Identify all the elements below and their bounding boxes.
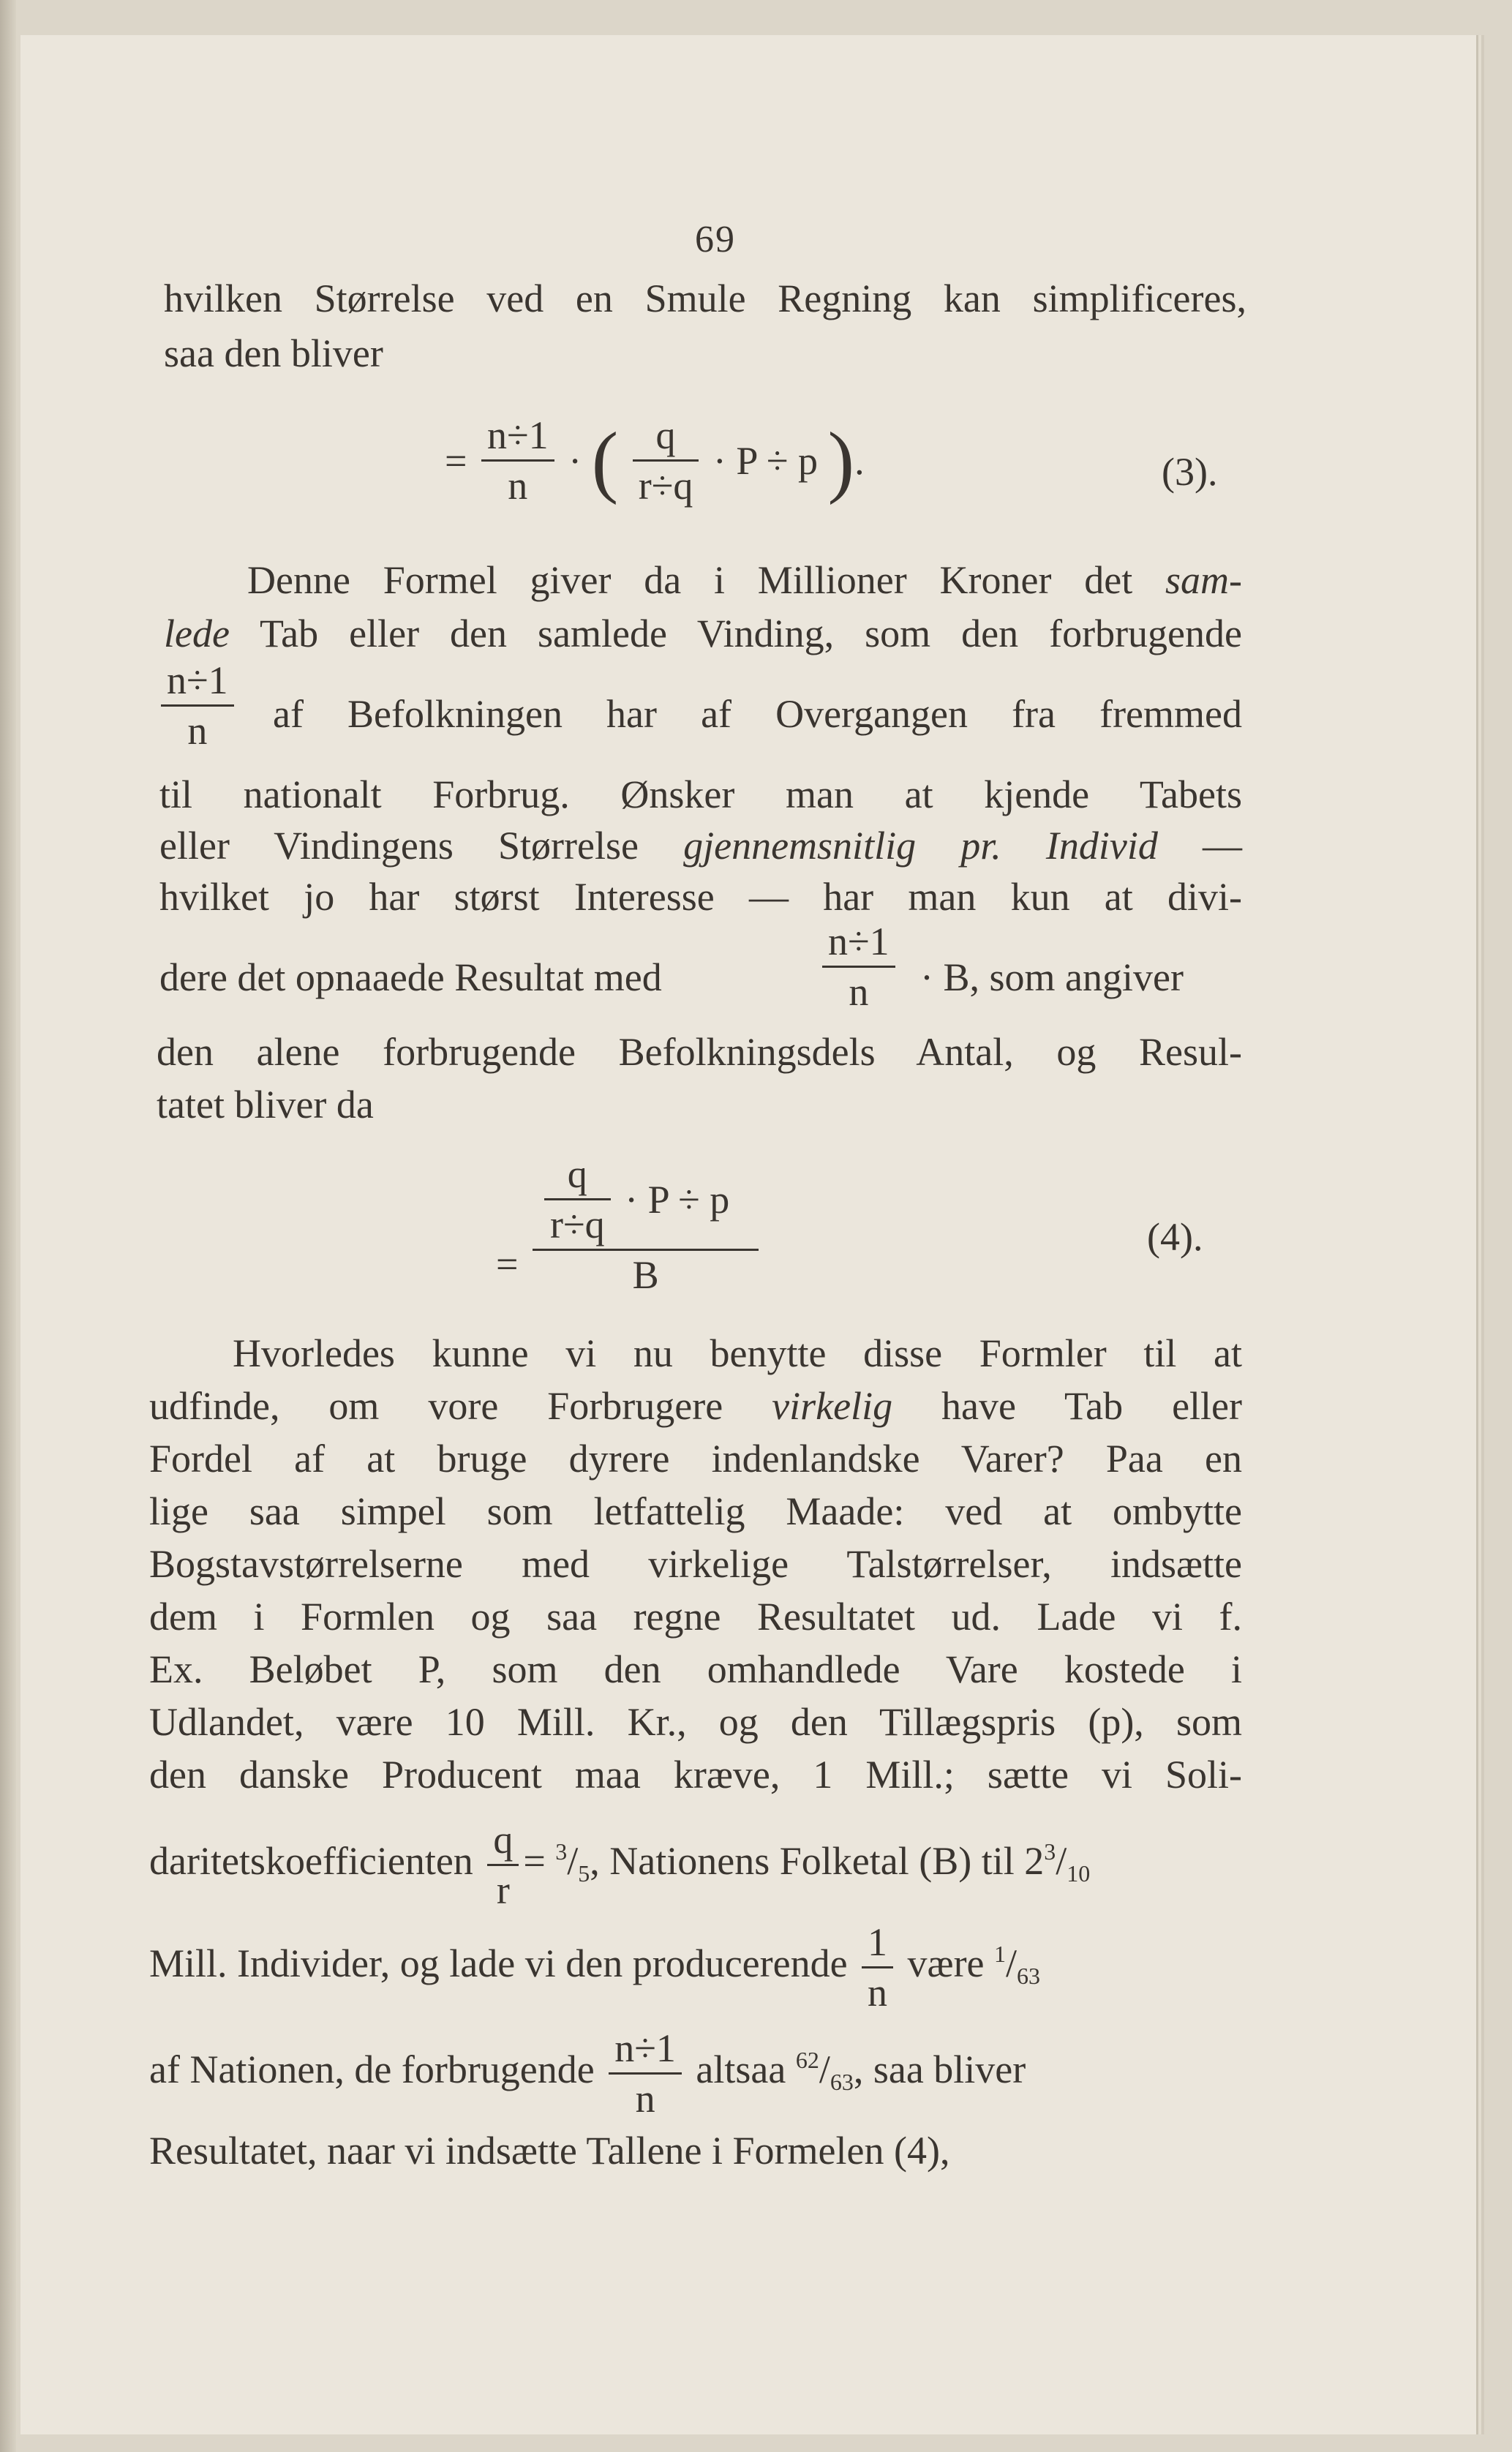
fraction: $\frac{q}{r\div q}$ · P ÷ p B <box>533 1154 759 1295</box>
text-line: hvilken Størrelse ved en Smule Regning kan simplificeres, <box>164 277 1246 320</box>
text-line: Bogstavstørrelserne med virkelige Talstørrelser, indsætte <box>149 1542 1242 1586</box>
text-line: Resultatet, naar vi indsætte Tallene i Formelen (4), <box>149 2129 950 2173</box>
fraction: $\frac{n\div 1}{n}$ <box>161 661 234 751</box>
text-line: af Befolkningen har af Overgangen fra fremmed <box>273 692 1242 736</box>
text-line: Fordel af at bruge dyrere indenlandske Varer? Paa en <box>149 1437 1242 1481</box>
text-line: lede Tab eller den samlede Vinding, som den forbrugende <box>164 612 1242 655</box>
text-line: Denne Formel giver da i Millioner Kroner det sam- <box>247 558 1243 602</box>
text-line: hvilket jo har størst Interesse — har man kun at divi- <box>159 875 1242 919</box>
text-line: saa den bliver <box>164 331 383 375</box>
fraction: $\frac{n\div 1}{n}$ <box>822 922 895 1012</box>
text-line: dere det opnaaede Resultat med <box>159 955 662 999</box>
text-line: Mill. Individer, og lade vi den producerende $\frac{1}{n}$ være $^1/_{63}$ <box>149 1920 1041 2015</box>
text-line: af Nationen, de forbrugende $\frac{n\div 1}{n}$ altsaa $^{62}/_{63}$, saa bliver <box>149 2026 1026 2121</box>
text-line: daritetskoefficienten $\frac{q}{r}$ = $^3/_5$, Nationens Folketal (B) til $2^3/_{10}$ <box>149 1818 1091 1912</box>
text-line: den danske Producent maa kræve, 1 Mill.; sætte vi Soli- <box>149 1753 1242 1797</box>
page-number: 69 <box>695 219 736 260</box>
text-line: udfinde, om vore Forbrugere virkelig have Tab eller <box>149 1384 1242 1428</box>
text-line: dem i Formlen og saa regne Resultatet ud. Lade vi f. <box>149 1595 1242 1639</box>
text-line: eller Vindingens Størrelse gjennemsnitlig pr. Individ — <box>159 824 1243 868</box>
text-line: den alene forbrugende Befolkningsdels Antal, og Resul- <box>157 1030 1242 1074</box>
equation-label-4: (4). <box>1147 1215 1203 1259</box>
text-line: Udlandet, være 10 Mill. Kr., og den Tillægspris (p), som <box>149 1700 1242 1744</box>
fraction: $\frac{q}{r}$ <box>487 1820 519 1910</box>
text-line <box>818 922 900 1012</box>
text-line: · B, som angiver <box>920 955 1184 999</box>
text-line: Ex. Beløbet P, som den omhandlede Vare kostede i <box>149 1647 1242 1691</box>
text-line: tatet bliver da <box>157 1083 374 1127</box>
text-line: lige saa simpel som letfattelig Maade: ved at ombytte <box>149 1489 1242 1533</box>
text-line <box>157 658 238 753</box>
text-line: Hvorledes kunne vi nu benytte disse Formler til at <box>233 1331 1242 1375</box>
text-line: til nationalt Forbrug. Ønsker man at kjende Tabets <box>159 772 1242 816</box>
fraction: $\frac{q}{r\div q}$ <box>633 415 699 505</box>
fraction: $\frac{n\div 1}{n}$ <box>609 2028 682 2118</box>
book-binding-edge <box>0 0 16 2452</box>
fraction: $\frac{1}{n}$ <box>862 1922 893 2012</box>
book-page <box>20 35 1478 2434</box>
formula-4: = $\frac{q}{r\div q}$ · P ÷ p B <box>496 1154 763 1295</box>
equation-label-3: (3). <box>1162 450 1218 494</box>
fraction: $\frac{n\div 1}{n}$ <box>481 415 554 505</box>
formula-3: = $\frac{n\div 1}{n}$ · ( $\frac{q}{r\div q}$ · P ÷ p ). <box>445 413 865 508</box>
